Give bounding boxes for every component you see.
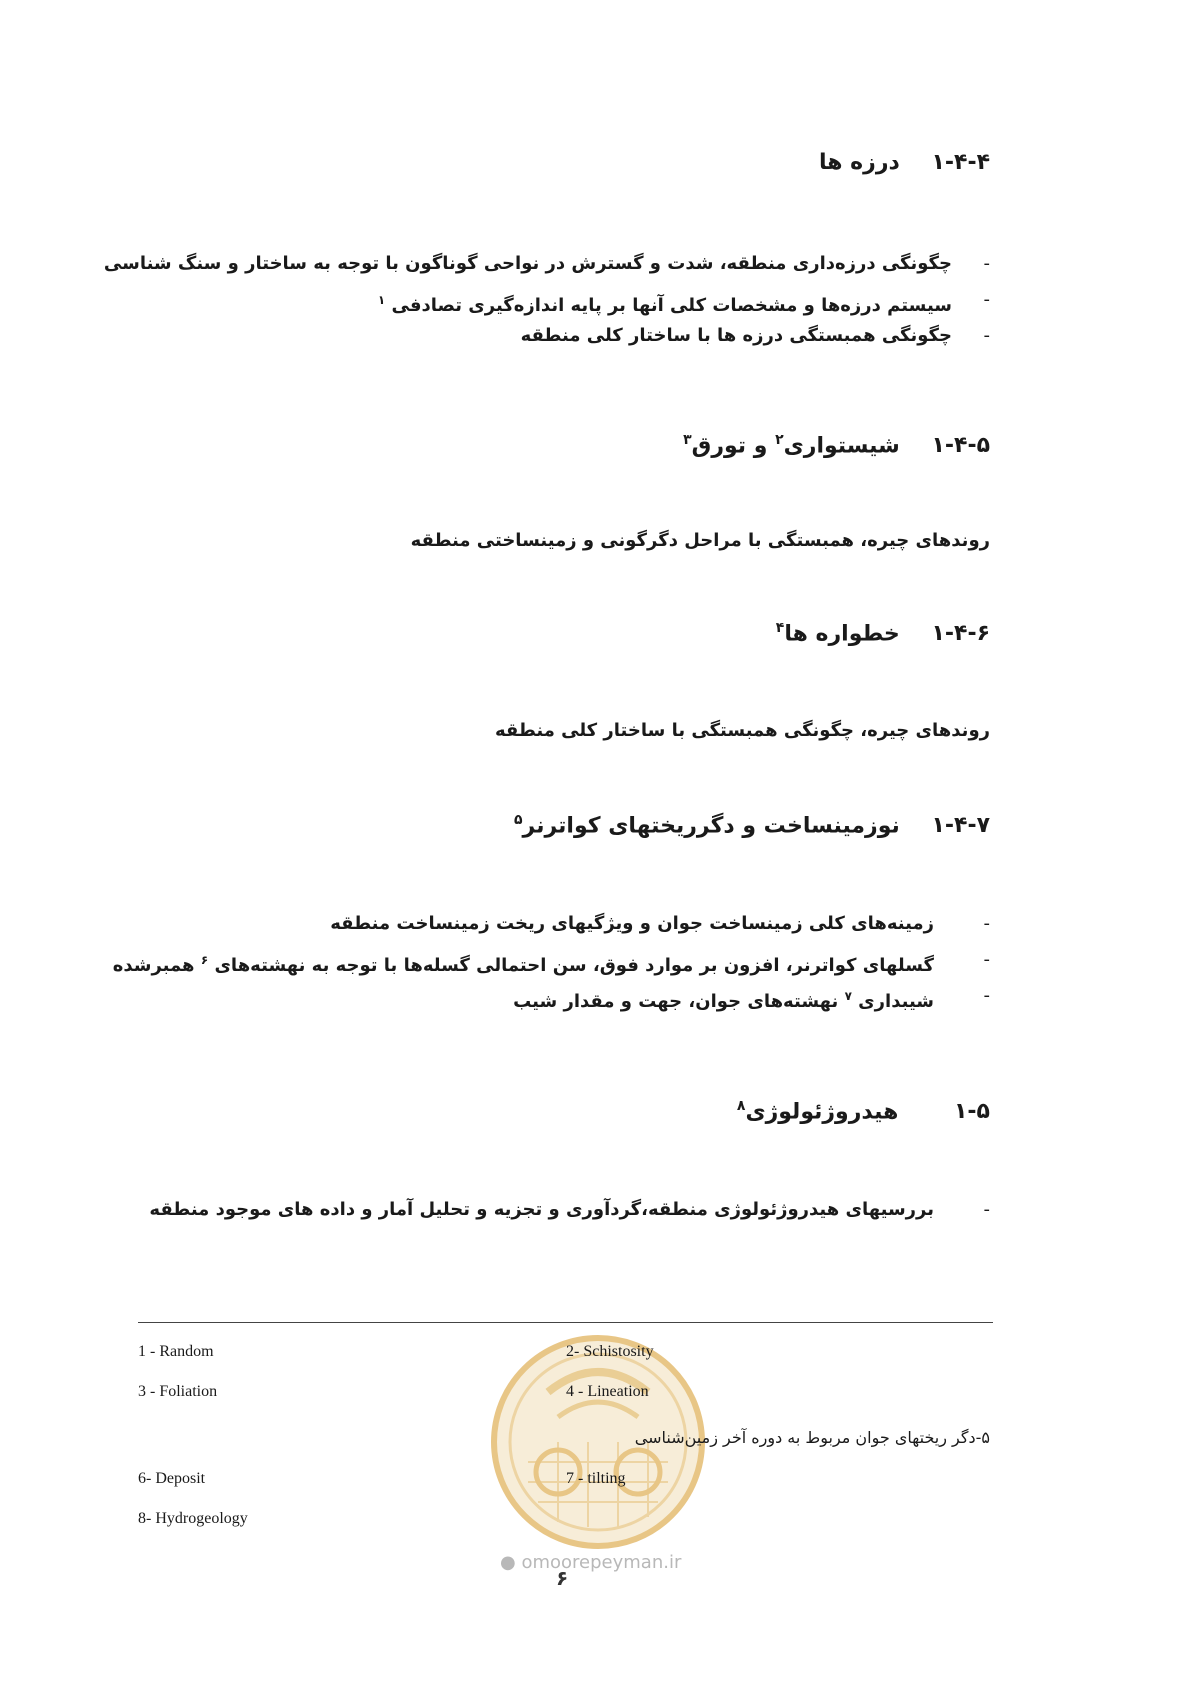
footnote-ref: ۶ [200, 953, 209, 967]
footnote-ref: ۷ [844, 989, 852, 1003]
lineations-text: روندهای چیره، چگونگی همبستگی با ساختار کلی منطقه [494, 720, 990, 741]
section-number: ۱-۴-۴ [931, 150, 990, 175]
footnote-1: 1 - Random [138, 1343, 214, 1360]
list-item: - سیستم درزه‌ها و مشخصات کلی آنها بر پایه اندازه‌گیری تصادفی $^۱$ [377, 289, 990, 316]
section-heading-lineations [130, 620, 990, 646]
section-number: ۱-۴-۷ [931, 813, 990, 839]
section-title: شیستواری [783, 433, 900, 459]
footnote-ref: ۸ [736, 1098, 746, 1114]
list-item: - زمینه‌های کلی زمینساخت جوان و ویژگیهای ریخت زمینساخت منطقه [330, 913, 990, 934]
section-title: خطواره ها [784, 621, 900, 647]
section-number: ۱-۴-۶ [931, 621, 990, 647]
page-number: ۶ [556, 1566, 569, 1590]
footnote-3: 3 - Foliation [138, 1383, 218, 1400]
section-title: درزه ها [819, 150, 900, 175]
section-heading-schistosity [130, 432, 990, 458]
section-title-cont: و تورق [691, 433, 768, 459]
list-item: - چگونگی همبستگی درزه ها با ساختار کلی منطقه [520, 325, 990, 346]
section-heading-neotectonics [130, 812, 990, 838]
watermark-url: ● omoorepeyman.ir [500, 1552, 682, 1573]
section-number: ۱-۵ [954, 1099, 990, 1125]
section-heading-hydrogeology [130, 1098, 990, 1124]
footnote-2: 2- Schistosity [566, 1343, 654, 1360]
footnote-ref: ۵ [513, 812, 523, 828]
footnote-separator [138, 1322, 993, 1323]
section-number: ۱-۴-۵ [931, 433, 990, 459]
footnote-ref: ۱ [377, 293, 386, 307]
footnote-6: 6- Deposit [138, 1470, 206, 1487]
list-item: - شیبداری $^۷$ نهشته‌های جوان، جهت و مقدار شیب [513, 985, 990, 1012]
footnote-7: 7 - tilting [566, 1470, 626, 1487]
section-title: نوزمینساخت و دگرریختهای کواترنر [522, 813, 900, 839]
footnote-5: ۵-دگر ریختهای جوان مربوط به دوره آخر زمین‌شناسی [634, 1428, 990, 1447]
list-item: - چگونگی درزه‌داری منطقه، شدت و گسترش در نواحی گوناگون با توجه به ساختار و سنگ شناسی [103, 253, 990, 274]
schistosity-text: روندهای چیره، همبستگی با مراحل دگرگونی و زمینساختی منطقه [410, 530, 990, 551]
globe-icon: ● [500, 1552, 516, 1573]
neotectonics-bullet-list [112, 906, 990, 1014]
section-title: هیدروژئولوژی [745, 1099, 899, 1125]
hydrogeology-bullet-list [130, 1192, 990, 1228]
footnote-ref: ۳ [683, 432, 692, 448]
section-heading-joints [130, 150, 990, 175]
footnote-8: 8- Hydrogeology [138, 1510, 248, 1527]
joints-bullet-list [103, 246, 990, 354]
list-item: - بررسیهای هیدروژئولوژی منطقه،گردآوری و تجزیه و تحلیل آمار و داده های موجود منطقه [149, 1199, 990, 1220]
footnote-ref: ۲ [775, 432, 784, 448]
footnote-ref: ۴ [775, 620, 785, 636]
footnote-4: 4 - Lineation [566, 1383, 649, 1400]
list-item: - گسلهای کواترنر، افزون بر موارد فوق، سن احتمالی گسله‌ها با توجه به نهشته‌های $^۶$ همبرشده [112, 949, 990, 976]
